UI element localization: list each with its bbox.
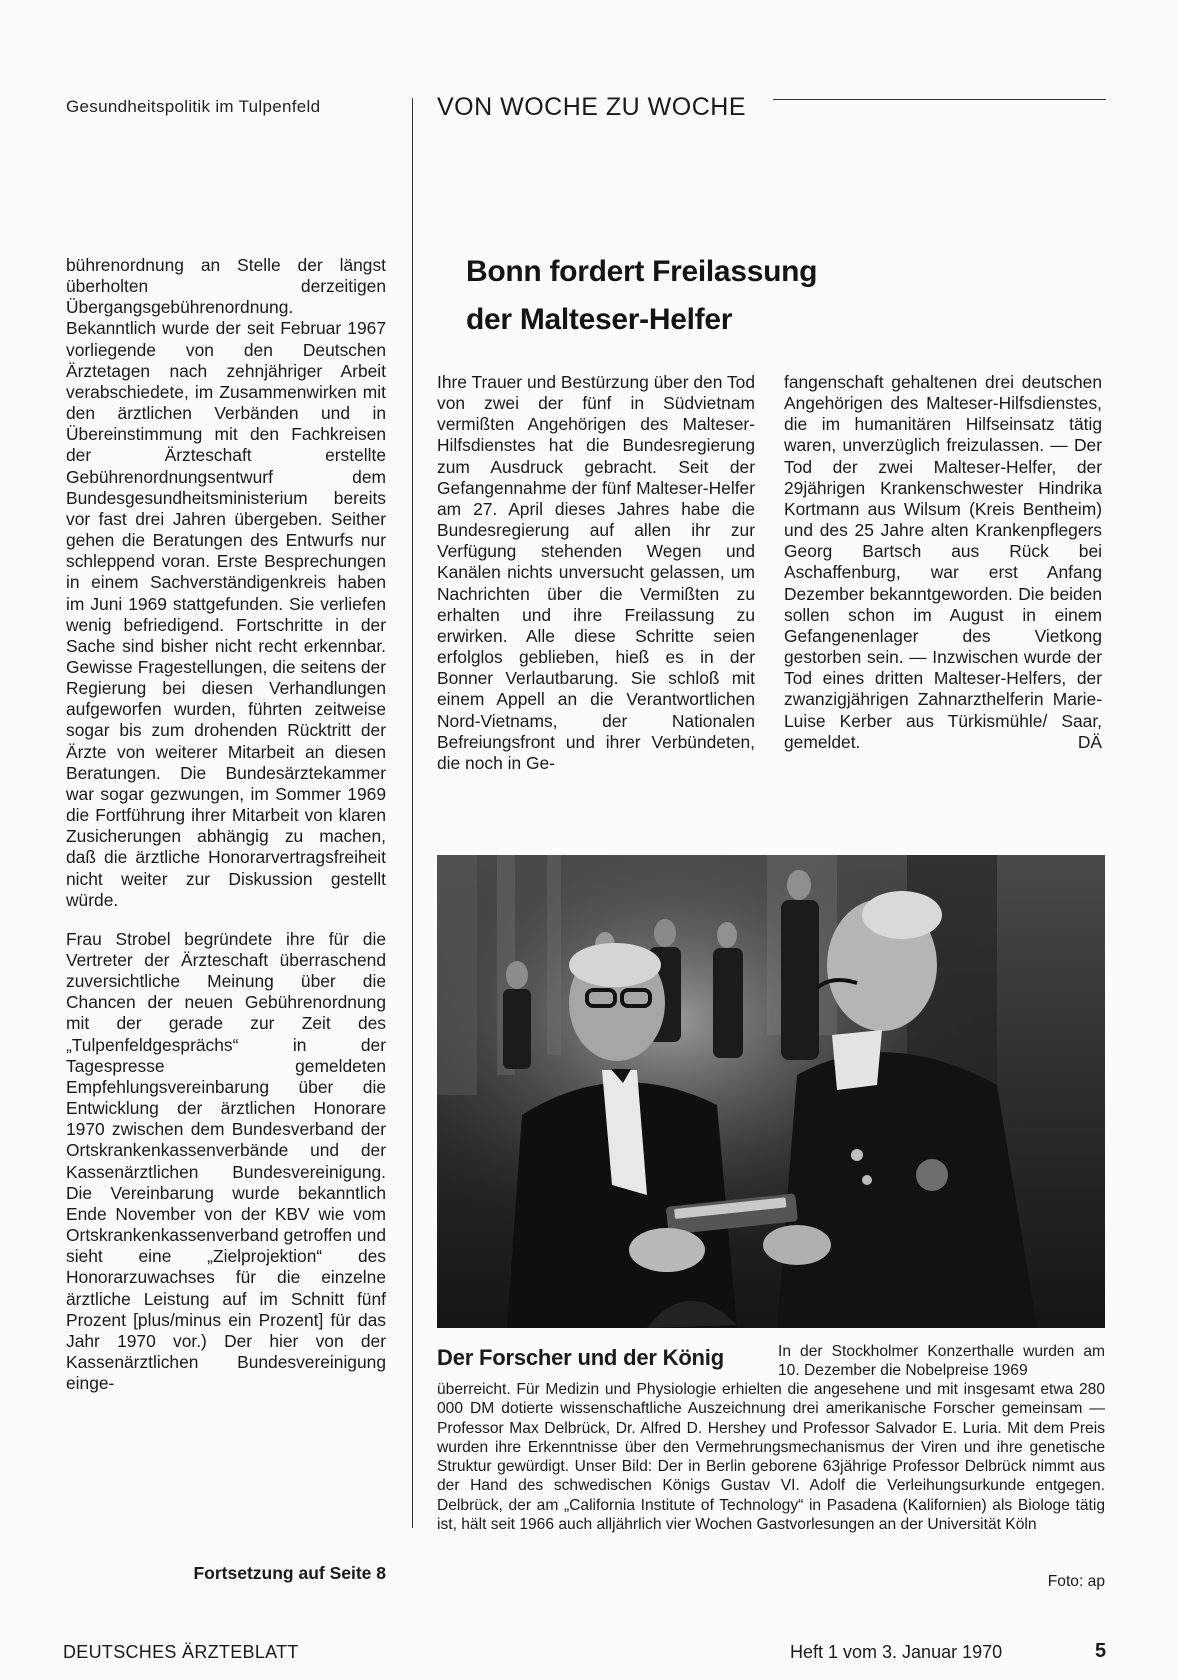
continuation-note: Fortsetzung auf Seite 8 — [193, 1563, 386, 1583]
publication-name: DEUTSCHES ÄRZTEBLATT — [63, 1642, 299, 1662]
issue-date: Heft 1 vom 3. Januar 1970 — [790, 1642, 1003, 1662]
page-number: 5 — [1095, 1640, 1107, 1662]
article-column-2 — [784, 372, 1102, 753]
left-paragraph-2: Frau Strobel begründete ihre für die Vertreter der Ärzteschaft überraschend zuversichtliche Meinung über die Chancen der neuen Gebührenordnung mit der gerade zur Zeit des „Tulpenfeldgesprächs“ in der Tagespresse gemeldeten Empfehlungsvereinbarung über die Entwicklung der ärztlichen Honorare 1970 zwischen dem Bundesverband der Ortskrankenkassenverbände und der Kassenärztlichen Bundesvereinigung. Die Vereinbarung wurde bekanntlich Ende November von der KBV wie vom Ortskrankenkassenverband getroffen und sieht eine „Zielprojektion“ des Honorarzuwachses für die einzelne ärztliche Leistung auf im Schnitt fünf Prozent [plus/minus ein Prozent] für das Jahr 1970 vor.) Der hier von der Kassenärztlichen Bundesvereinigung einge- — [66, 928, 386, 1394]
photo-credit: Foto: ap — [1047, 1573, 1105, 1590]
caption-body: überreicht. Für Medizin und Physiologie erhielten die angesehene und mit insgesamt etwa 280 000 DM dotierte wissenschaftliche Auszeichnung drei amerikanische Forscher gemeinsam — Professor Max Delbrück, Dr. Alfred D. Hershey und Professor Salvador E. Luria. Mit dem Preis wurden ihre Erkenntnisse über den Vermehrungsmechanismus der Viren und ihre genetische Struktur gewürdigt. Unser Bild: Der in Berlin geborene 63jährige Professor Delbrück nimmt aus der Hand des schwedischen Königs Gustav VI. Adolf die Verleihungsurkunde entgegen. Delbrück, der am „California Institute of Technology“ in Pasadena (Kalifornien) als Biologe tätig ist, hält seit 1966 auch alljährlich vier Wochen Gastvorlesungen an der Universität Köln — [437, 1381, 1105, 1534]
caption-lead: In der Stockholmer Konzerthalle wurden am 10. Dezember die Nobelpreise 1969 — [778, 1343, 1105, 1380]
article-signature: DÄ — [1077, 731, 1102, 752]
article-column-1 — [437, 372, 755, 774]
article-text-2: fangenschaft gehaltenen drei deutschen Angehörigen des Malteser-Hilfsdienstes, die im humanitären Hilfseinsatz tätig waren, unverzüglich freizulassen. — Der Tod der zwei Malteser-Helfer, der 29jährigen Krankenschwester Hindrika Kortmann aus Wilsum (Kreis Bentheim) und des 25 Jahre alten Krankenpflegers Georg Bartsch aus Rück bei Aschaffenburg, war erst Anfang Dezember bekanntgeworden. Die beiden sollen schon im August in einem Gefangenenlager des Vietkong gestorben sein. — Inzwischen wurde der Tod eines dritten Malteser-Helfers, der zwanzigjährigen Zahnarzthelferin Marie-Luise Kerber aus Türkismühle/ Saar, gemeldet. — [784, 372, 1102, 752]
left-paragraph-1: bührenordnung an Stelle der längst überholten derzeitigen Übergangsgebührenordnung. Bekanntlich wurde der seit Februar 1967 vorliegende von den Deutschen Ärztetagen nach zehnjähriger Arbeit verabschiedete, im Zusammenwirken mit den ärztlichen Verbänden und in Übereinstimmung mit den Fachkreisen der Ärzteschaft erstellte Gebührenordnungsentwurf dem Bundesgesundheitsministerium bereits vor fast drei Jahren übergeben. Seither gehen die Beratungen des Entwurfs nur schleppend voran. Erste Besprechungen in einem Sachverständigenkreis haben im Juni 1969 stattgefunden. Sie verliefen wenig befriedigend. Fortschritte in der Sache sind bisher nicht recht erkennbar. Gewisse Fragestellungen, die seitens der Regierung bei diesen Verhandlungen aufgeworfen wurden, führten zeitweise sogar bis zum drohenden Rücktritt der Ärzte von weiterer Mitarbeit an diesen Beratungen. Die Bundesärztekammer war sogar gezwungen, im Sommer 1969 die Fortführung ihrer Mitarbeit von klaren Zusicherungen abhängig zu machen, daß die ärztliche Honorarvertragsfreiheit nicht weiter zur Diskussion gestellt würde. — [66, 255, 386, 910]
section-rule — [773, 99, 1106, 100]
caption-title: Der Forscher und der König — [437, 1345, 724, 1370]
left-column — [66, 255, 386, 1394]
photo-illustration — [437, 855, 1105, 1328]
article-text-1: Ihre Trauer und Bestürzung über den Tod von zwei der fünf in Südvietnam vermißten Angehörigen des Malteser-Hilfsdienstes hat die Bundesregierung zum Ausdruck gebracht. Seit der Gefangennahme der fünf Malteser-Helfer am 27. April dieses Jahres habe die Bundesregierung auf allen ihr zur Verfügung stehenden Wegen und Kanälen nichts unversucht gelassen, um Nachrichten über die Vermißten zu erhalten und ihre Freilassung zu erwirken. Alle diese Schritte seien erfolglos geblieben, hieß es in der Bonner Verlautbarung. Sie schloß mit einem Appell an die Verantwortlichen Nord-Vietnams, der Nationalen Befreiungsfront und ihrer Verbündeten, die noch in Ge- — [437, 372, 755, 773]
headline-line-2: der Malteser-Helfer — [466, 303, 733, 336]
column-divider — [412, 98, 413, 1528]
headline-line-1: Bonn fordert Freilassung — [466, 255, 818, 288]
article-headline — [466, 248, 1106, 344]
section-heading: VON WOCHE ZU WOCHE — [437, 93, 746, 121]
photo-nobel-ceremony — [437, 855, 1105, 1328]
running-head: Gesundheitspolitik im Tulpenfeld — [66, 97, 321, 116]
